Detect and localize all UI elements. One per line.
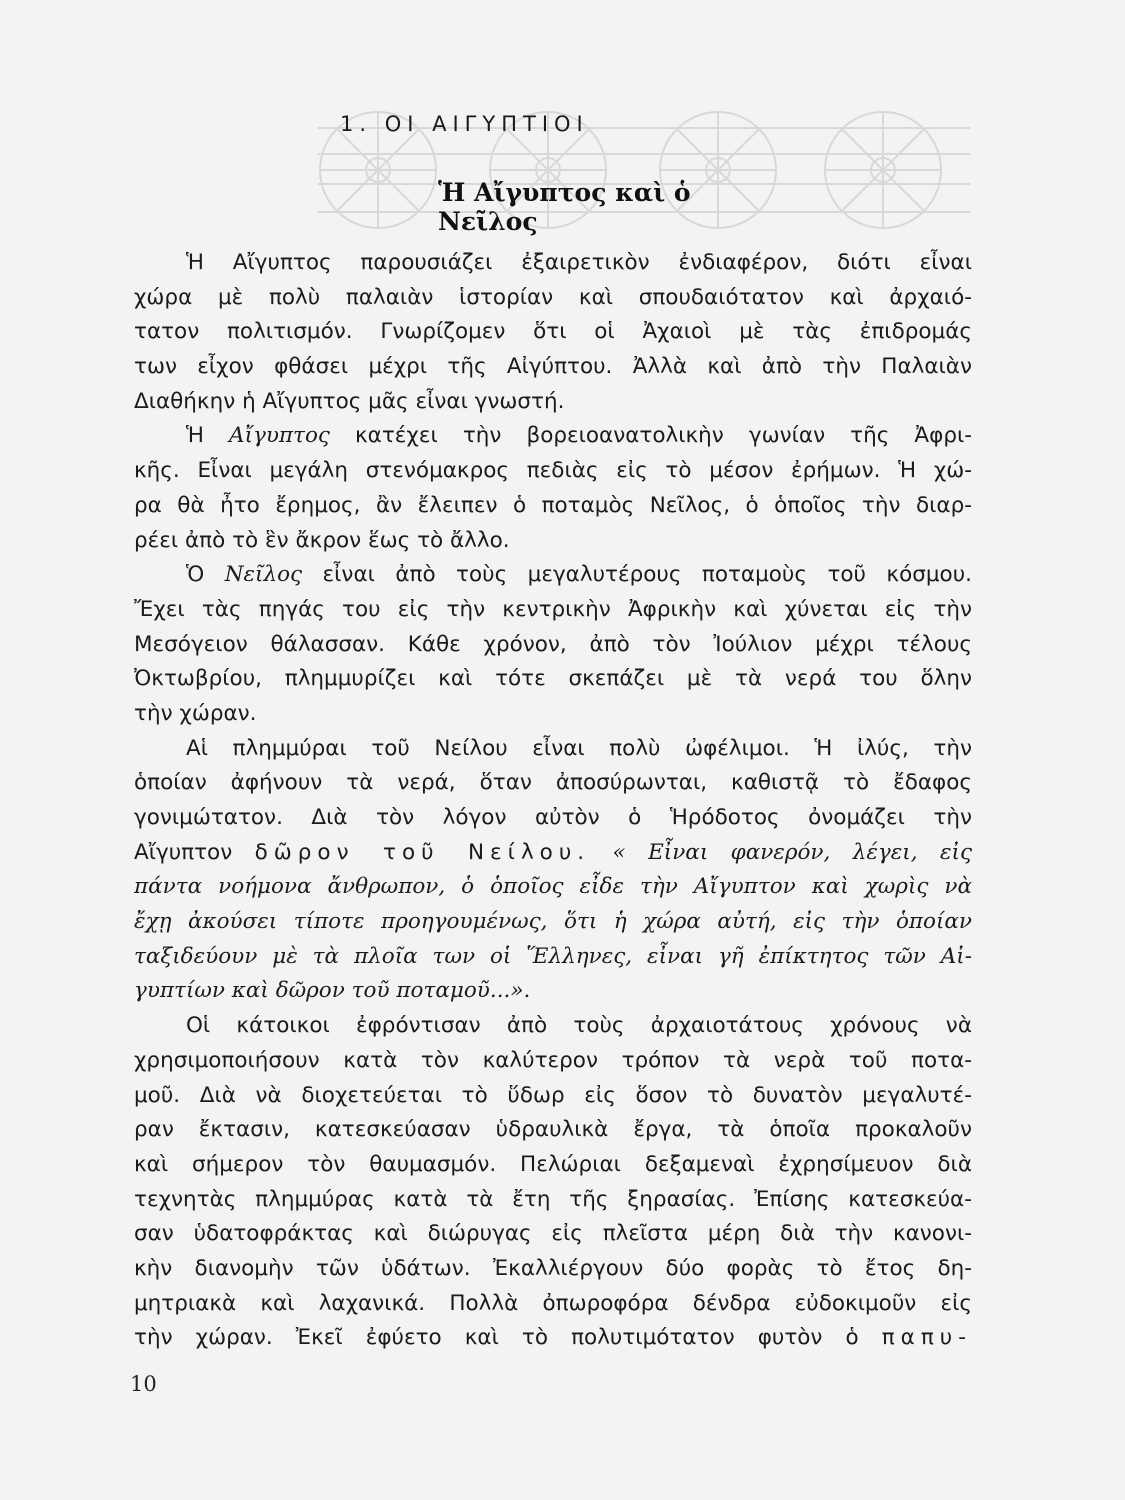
text-line: ραν ἔκτασιν, κατεσκεύασαν ὑδραυλικὰ ἔργα, τὰ ὁποῖα προκαλοῦν <box>134 1117 972 1143</box>
text-line: Διαθήκην ἡ Αἴγυπτος μᾶς εἶναι γνωστή. <box>134 388 565 414</box>
text-line: χώρα μὲ πολὺ παλαιὰν ἱστορίαν καὶ σπουδαιότατον καὶ ἀρχαιό- <box>134 284 972 310</box>
text-run: εἶναι ἀπὸ τοὺς μεγαλυτέρους ποταμοὺς τοῦ κόσμου. <box>302 562 972 588</box>
text-line: Ὀκτωβρίου, πλημμυρίζει καὶ τότε σκεπάζει μὲ τὰ νερά του ὅλην <box>134 666 972 692</box>
text-line: γυπτίων καὶ δῶρον τοῦ ποταμοῦ...». <box>134 978 531 1004</box>
quote-run: « Εἶναι φανερόν, λέγει, εἰς <box>590 839 972 865</box>
section-title: Ἡ Αἴγυπτος καὶ ὁ Νεῖλος <box>438 178 691 236</box>
text-line: Ἔχει τὰς πηγάς του εἰς τὴν κεντρικὴν Ἀφρικὴν καὶ χύνεται εἰς τὴν <box>134 596 972 622</box>
chapter-title: 1. ΟΙ ΑΙΓΥΠΤΙΟΙ <box>340 112 589 136</box>
text-line: Μεσόγειον θάλασσαν. Κάθε χρόνον, ἀπὸ τὸν Ἰούλιον μέχρι τέλους <box>134 631 972 657</box>
text-line <box>134 836 972 871</box>
body-text <box>134 246 972 1356</box>
text-line: ρέει ἀπὸ τὸ ἓν ἄκρον ἕως τὸ ἄλλο. <box>134 527 510 553</box>
text-line: σαν ὑδατοφράκτας καὶ διώρυγας εἰς πλεῖστα μέρη διὰ τὴν κανονι- <box>134 1221 972 1247</box>
text-line: ρα θὰ ἦτο ἔρημος, ἂν ἔλειπεν ὁ ποταμὸς Νεῖλος, ὁ ὁποῖος τὴν διαρ- <box>134 492 972 518</box>
emphasis-term: Αἴγυπτος <box>229 423 330 449</box>
text-line: χρησιμοποιήσουν κατὰ τὸν καλύτερον τρόπον τὰ νερὰ τοῦ ποτα- <box>134 1047 972 1073</box>
text-line: Οἱ κάτοικοι ἐφρόντισαν ἀπὸ τοὺς ἀρχαιοτάτους χρόνους νὰ <box>186 1013 972 1039</box>
text-line: ἔχῃ ἀκούσει τίποτε προηγουμένως, ὅτι ἡ χώρα αὐτή, εἰς τὴν ὁποίαν <box>134 909 972 935</box>
text-line: κὴν διανομὴν τῶν ὑδάτων. Ἐκαλλιέργουν δύο φορὰς τὸ ἔτος δη- <box>134 1255 972 1281</box>
spaced-phrase: παπυ- <box>881 1325 972 1351</box>
text-line: ταξιδεύουν μὲ τὰ πλοῖα των οἱ Ἕλληνες, εἶναι γῆ ἐπίκτητος τῶν Αἰ- <box>134 943 972 969</box>
text-line: γονιμώτατον. Διὰ τὸν λόγον αὐτὸν ὁ Ἡρόδοτος ὀνομάζει τὴν <box>134 805 972 830</box>
text-line: καὶ σήμερον τὸν θαυμασμόν. Πελώριαι δεξαμεναὶ ἐχρησίμευον διὰ <box>134 1151 972 1177</box>
text-run: Αἴγυπτον <box>134 839 255 865</box>
text-line: ὁποίαν ἀφήνουν τὰ νερά, ὅταν ἀποσύρωνται, καθιστᾷ τὸ ἔδαφος <box>134 770 972 796</box>
text-run: Ὁ <box>186 562 225 588</box>
emphasis-term: Νεῖλος <box>224 562 303 588</box>
text-line: μοῦ. Διὰ νὰ διοχετεύεται τὸ ὕδωρ εἰς ὅσον τὸ δυνατὸν μεγαλυτέ- <box>134 1082 972 1108</box>
text-run: τὴν χώραν. Ἐκεῖ ἐφύετο καὶ τὸ πολυτιμότατον φυτὸν ὁ <box>134 1325 882 1351</box>
text-line: τατον πολιτισμόν. Γνωρίζομεν ὅτι οἱ Ἀχαιοὶ μὲ τὰς ἐπιδρομάς <box>134 319 972 345</box>
text-line: Ἡ Αἴγυπτος παρουσιάζει ἐξαιρετικὸν ἐνδιαφέρον, διότι εἶναι <box>186 250 972 275</box>
text-line <box>134 1321 972 1356</box>
text-line: τεχνητὰς πλημμύρας κατὰ τὰ ἔτη τῆς ξηρασίας. Ἐπίσης κατεσκεύα- <box>134 1186 972 1212</box>
text-line: πάντα νοήμονα ἄνθρωπον, ὁ ὁποῖος εἶδε τὴν Αἴγυπτον καὶ χωρὶς νὰ <box>134 874 972 900</box>
text-line <box>134 419 972 454</box>
page-number: 10 <box>130 1372 157 1396</box>
text-line <box>134 558 972 593</box>
text-line: Αἱ πλημμύραι τοῦ Νείλου εἶναι πολὺ ὠφέλιμοι. Ἡ ἰλύς, τὴν <box>186 735 972 761</box>
text-line: τὴν χώραν. <box>134 700 257 726</box>
text-line: μητριακὰ καὶ λαχανικά. Πολλὰ ὀπωροφόρα δένδρα εὐδοκιμοῦν εἰς <box>134 1290 972 1316</box>
text-line: των εἶχον φθάσει μέχρι τῆς Αἰγύπτου. Ἀλλὰ καὶ ἀπὸ τὴν Παλαιὰν <box>134 354 972 380</box>
spaced-phrase: δῶρον τοῦ Νείλου. <box>254 839 591 865</box>
text-run: Ἡ <box>186 423 230 449</box>
text-run: κατέχει τὴν βορειοανατολικὴν γωνίαν τῆς Ἀφρι- <box>329 423 972 449</box>
text-line: κῆς. Εἶναι μεγάλη στενόμακρος πεδιὰς εἰς τὸ μέσον ἐρήμων. Ἡ χώ- <box>134 458 972 484</box>
